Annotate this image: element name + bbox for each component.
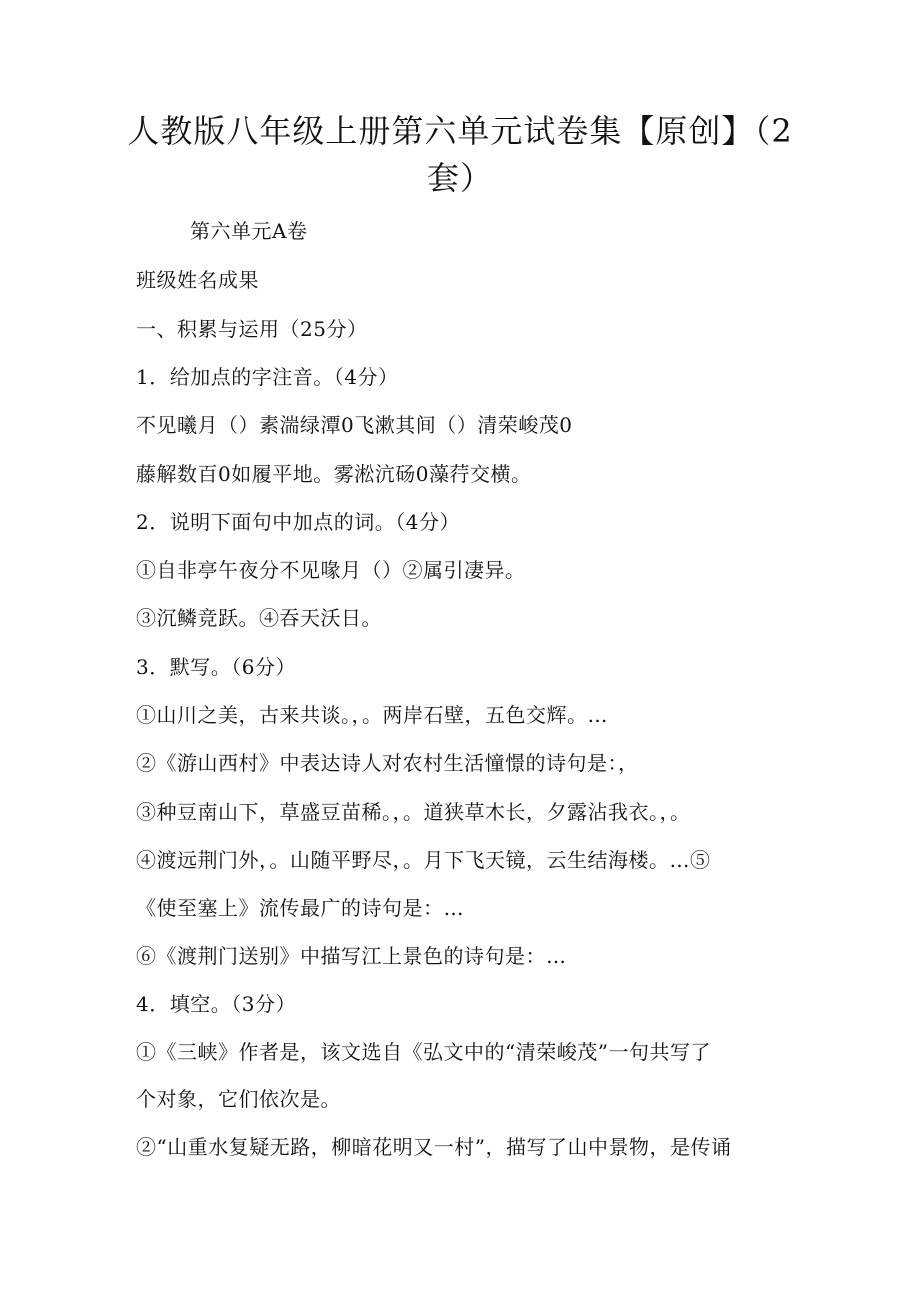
section-subtitle: 第六单元A卷: [190, 219, 308, 243]
text-line: 不见曦月（）素湍绿潭0飞漱其间（）清荣峻茂0: [136, 413, 573, 437]
class-info-line: 班级姓名成果: [136, 268, 259, 292]
question-2: 2．说明下面句中加点的词。（4分）: [136, 510, 460, 534]
text-line: ③沉鳞竞跃。④吞天沃日。: [136, 606, 382, 630]
text-line: 《使至塞上》流传最广的诗句是：…: [136, 896, 464, 920]
text-line: 个对象，它们依次是。: [136, 1087, 341, 1111]
text-line: ①自非亭午夜分不见喙月（）②属引凄异。: [136, 558, 526, 582]
document-title-continued: 套）: [426, 159, 493, 197]
section-heading: 一、积累与运用（25分）: [136, 317, 368, 341]
text-line: ①山川之美，古来共谈。，。两岸石壁，五色交辉。…: [136, 703, 608, 727]
text-line: ④渡远荆门外，。山随平野尽，。月下飞天镜，云生结海楼。…⑤: [136, 848, 711, 872]
text-line: ①《三峡》作者是，该文选自《弘文中的“清荣峻茂”一句共写了: [136, 1040, 711, 1064]
text-line: 藤解数百0如履平地。雾淞沆砀0藻荇交横。: [136, 462, 532, 486]
text-line: ②“山重水复疑无路，柳暗花明又一村”，描写了山中景物，是传诵: [136, 1135, 732, 1159]
text-line: ③种豆南山下，草盛豆苗稀。，。道狭草木长，夕露沾我衣。，。: [136, 800, 691, 824]
text-line: ⑥《渡荆门送别》中描写江上景色的诗句是：…: [136, 944, 567, 968]
text-line: ②《游山西村》中表达诗人对农村生活憧憬的诗句是：，: [136, 751, 639, 775]
question-3: 3．默写。（6分）: [136, 655, 296, 679]
question-1: 1．给加点的字注音。（4分）: [136, 365, 399, 389]
question-4: 4．填空。（3分）: [136, 992, 296, 1016]
document-title: 人教版八年级上册第六单元试卷集【原创】（2: [127, 112, 793, 150]
